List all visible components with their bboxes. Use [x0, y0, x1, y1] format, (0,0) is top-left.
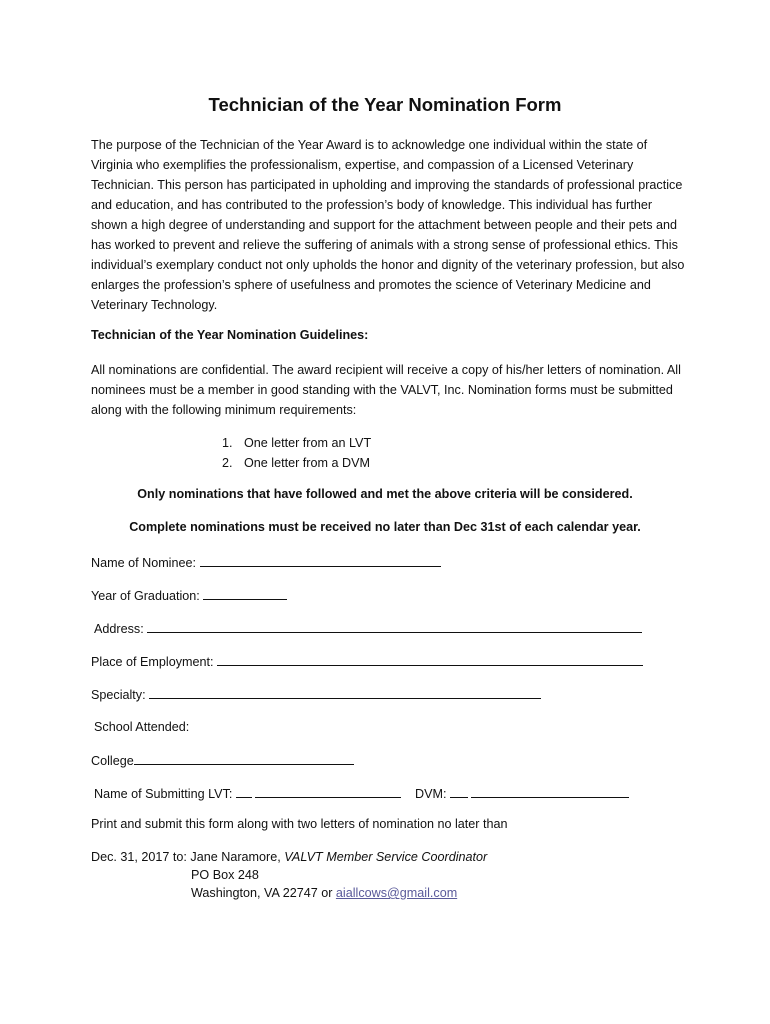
guidelines-paragraph: All nominations are confidential. The award recipient will receive a copy of his/her letters of nomination. All nominees must be a member in good standing with the VALVT, Inc. Nomination forms must be submitted along with the following minimum requirements:	[91, 363, 681, 417]
graduation-label: Year of Graduation:	[91, 589, 200, 603]
list-item	[222, 453, 371, 473]
graduation-field	[91, 586, 287, 605]
nominee-input[interactable]	[200, 553, 441, 567]
print-instructions: Print and submit this form along with two letters of nomination no later than	[91, 817, 508, 831]
deadline-notice: Complete nominations must be received no later than Dec 31st of each calendar year.	[129, 520, 641, 534]
submitting-lvt-initial-input[interactable]	[236, 784, 252, 798]
submitting-lvt-input[interactable]	[255, 784, 401, 798]
employment-field	[91, 652, 643, 671]
intro-paragraph: The purpose of the Technician of the Year Award is to acknowledge one individual within the state of Virginia who exemplifies the professionalism, expertise, and compassion of a Licensed Veterinary Technician. This person has participated in upholding and improving the standards of professional practice and education, and has contributed to the profession’s body of knowledge. This individual has further shown a high degree of understanding and support for the attachment between people and their pets and has worked to prevent and relieve the suffering of animals with a strong sense of professional ethics. This individual’s exemplary conduct not only upholds the honor and dignity of the veterinary profession, but also enlarges the profession’s sphere of usefulness and promotes the science of Veterinary Medicine and Veterinary Technology.	[91, 138, 685, 312]
address-field	[94, 619, 642, 638]
guidelines-heading: Technician of the Year Nomination Guidelines:	[91, 328, 369, 342]
mailing-address	[91, 848, 487, 902]
list-text: One letter from an LVT	[244, 436, 372, 450]
college-input[interactable]	[134, 751, 354, 765]
email-link[interactable]: aiallcows@gmail.com	[335, 886, 458, 900]
employment-input[interactable]	[217, 652, 643, 666]
list-item	[222, 433, 371, 453]
school-label: School Attended:	[94, 720, 190, 734]
employment-label: Place of Employment:	[91, 655, 214, 669]
dvm-label: DVM:	[415, 787, 447, 801]
contact-role: VALVT Member Service Coordinator	[284, 850, 488, 864]
address-line	[91, 848, 487, 866]
contact-name: Jane Naramore,	[190, 850, 281, 864]
college-label: College	[91, 754, 134, 768]
list-number: 1.	[222, 436, 233, 450]
requirements-list	[222, 433, 371, 473]
criteria-notice: Only nominations that have followed and met the above criteria will be considered.	[137, 487, 633, 501]
college-field	[91, 751, 354, 770]
list-number: 2.	[222, 456, 233, 470]
dvm-initial-input[interactable]	[450, 784, 468, 798]
list-text: One letter from a DVM	[244, 456, 370, 470]
graduation-input[interactable]	[203, 586, 287, 600]
nominee-field	[91, 553, 441, 572]
date-to: Dec. 31, 2017 to:	[91, 850, 187, 864]
dvm-input[interactable]	[471, 784, 629, 798]
submitting-lvt-field	[94, 784, 401, 803]
nominee-label: Name of Nominee:	[91, 556, 196, 570]
address-label: Address:	[94, 622, 144, 636]
po-box: PO Box 248	[191, 868, 259, 882]
specialty-label: Specialty:	[91, 688, 146, 702]
address-line	[91, 884, 487, 902]
specialty-input[interactable]	[149, 685, 541, 699]
specialty-field	[91, 685, 541, 704]
dvm-field	[415, 784, 629, 803]
page-title: Technician of the Year Nomination Form	[208, 94, 562, 115]
submitting-lvt-label: Name of Submitting LVT:	[94, 787, 233, 801]
address-input[interactable]	[147, 619, 642, 633]
school-field	[94, 718, 189, 736]
city-line: Washington, VA 22747 or	[191, 886, 333, 900]
